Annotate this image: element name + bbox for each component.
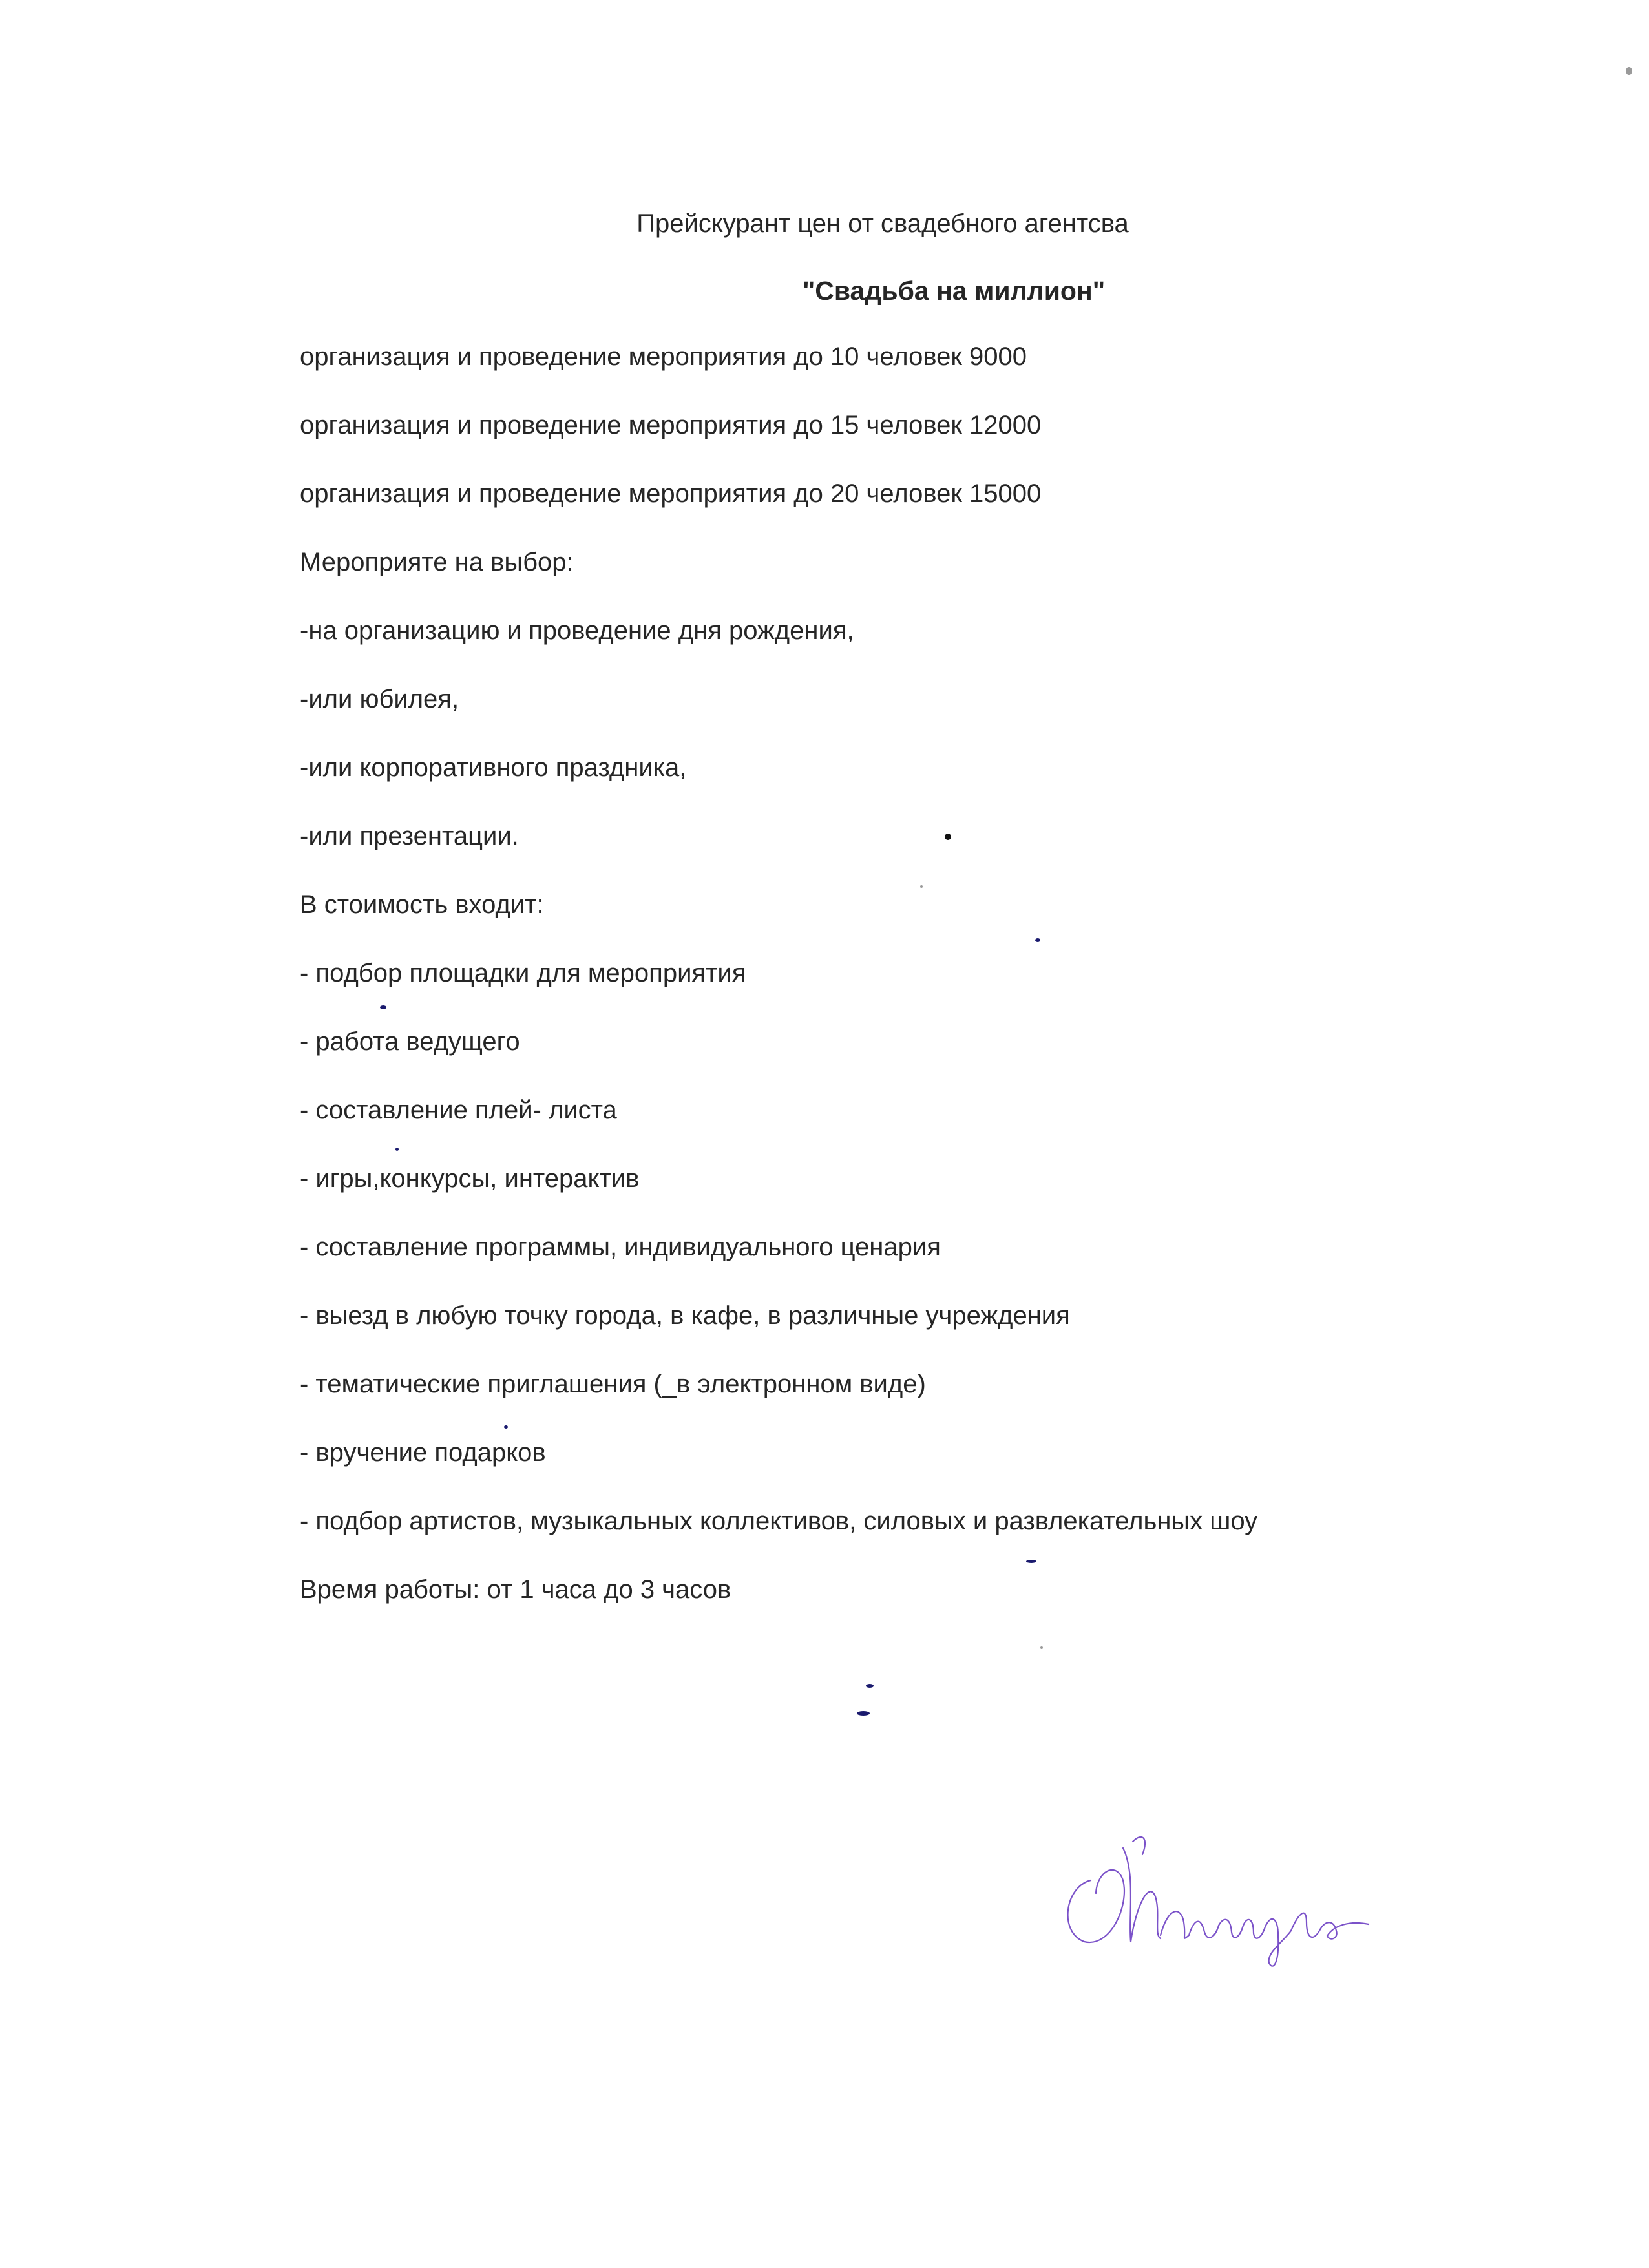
price-line-10: организация и проведение мероприятия до 10 человек 9000 xyxy=(300,342,1027,371)
event-option-presentation: -или презентации. xyxy=(300,822,519,850)
scan-dust xyxy=(920,885,923,888)
ink-speck xyxy=(380,1005,386,1009)
included-item: - тематические приглашения (_в электронном виде) xyxy=(300,1370,926,1398)
scan-edge-mark xyxy=(1626,67,1632,75)
included-heading: В стоимость входит: xyxy=(300,890,544,919)
included-item: - подбор площадки для мероприятия xyxy=(300,959,746,987)
included-item: - игры,конкурсы, интерактив xyxy=(300,1164,640,1193)
event-option-corporate: -или корпоративного праздника, xyxy=(300,753,687,782)
signature-image xyxy=(1045,1809,1433,1977)
included-item: - выезд в любую точку города, в кафе, в различные учреждения xyxy=(300,1301,1070,1330)
scan-dust xyxy=(1040,1646,1043,1649)
included-item: - вручение подарков xyxy=(300,1438,546,1467)
included-item: - составление программы, индивидуального ценария xyxy=(300,1233,941,1261)
included-item: - подбор артистов, музыкальных коллективов, силовых и развлекательных шоу xyxy=(300,1507,1258,1535)
ink-speck xyxy=(1026,1560,1036,1563)
ink-speck xyxy=(866,1684,874,1688)
ink-speck xyxy=(504,1425,508,1429)
price-line-15: организация и проведение мероприятия до 15 человек 12000 xyxy=(300,411,1042,439)
included-item: - составление плей- листа xyxy=(300,1096,617,1124)
included-item: - работа ведущего xyxy=(300,1027,520,1056)
agency-name: "Свадьба на миллион" xyxy=(802,276,1106,306)
event-option-jubilee: -или юбилея, xyxy=(300,685,459,713)
ink-speck xyxy=(945,834,951,840)
price-line-20: организация и проведение мероприятия до 20 человек 15000 xyxy=(300,479,1042,508)
document-title: Прейскурант цен от свадебного агентсва xyxy=(636,209,1129,238)
ink-speck xyxy=(857,1711,870,1716)
event-choice-heading: Мероприяте на выбор: xyxy=(300,548,574,576)
ink-speck xyxy=(395,1148,399,1151)
working-hours: Время работы: от 1 часа до 3 часов xyxy=(300,1575,731,1604)
ink-speck xyxy=(1035,938,1040,942)
event-option-birthday: -на организацию и проведение дня рождения, xyxy=(300,616,854,645)
